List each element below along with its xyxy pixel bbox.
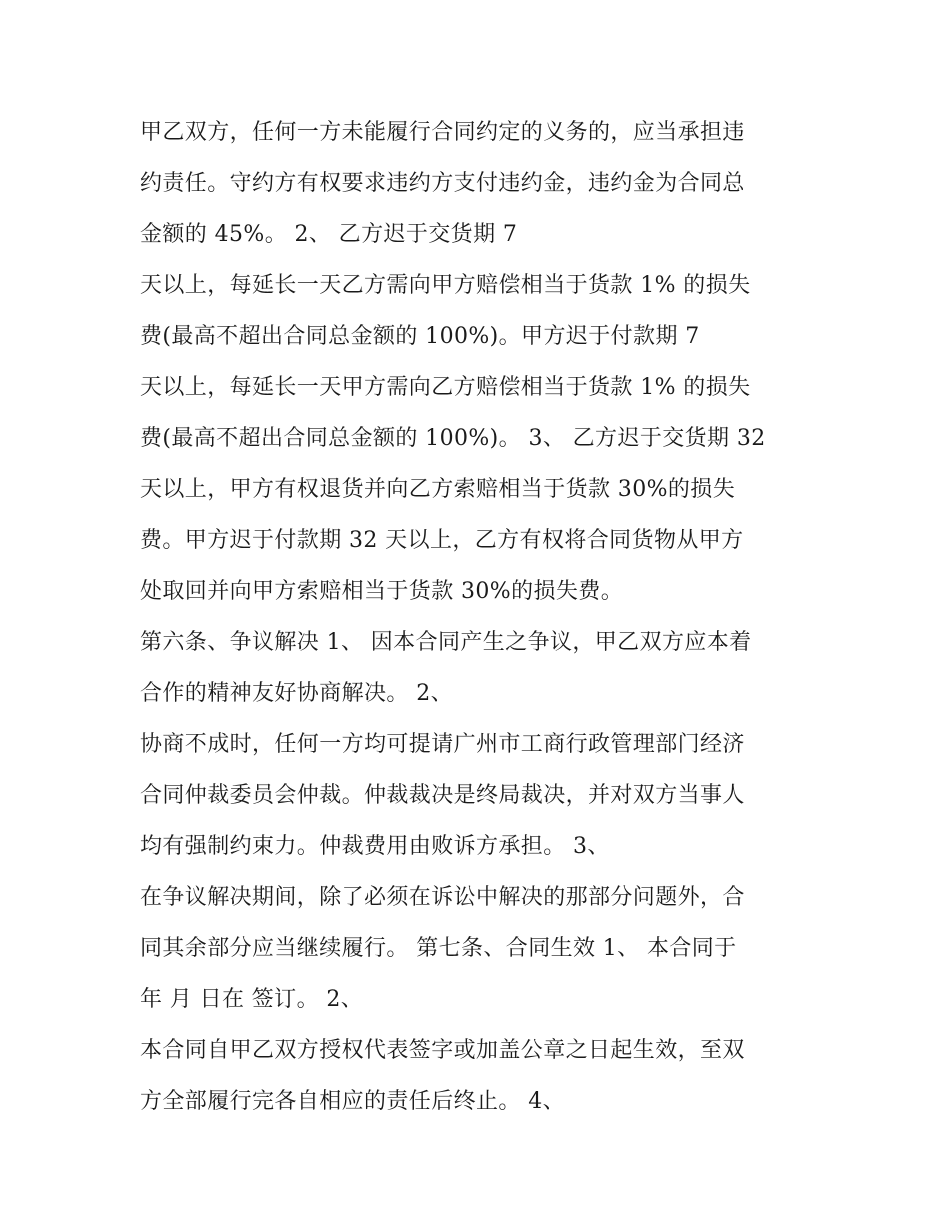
text-line: 甲乙双方，任何一方未能履行合同约定的义务的，应当承担违 xyxy=(140,120,745,145)
text-line: 约责任。守约方有权要求违约方支付违约金，违约金为合同总 xyxy=(140,171,745,196)
text-line: 金额的 45%。 2、 乙方迟于交货期 7 xyxy=(140,222,518,247)
text-line: 费(最高不超出合同总金额的 100%)。甲方迟于付款期 7 xyxy=(140,324,700,349)
text-line: 天以上，甲方有权退货并向乙方索赔相当于货款 30%的损失 xyxy=(140,477,736,502)
text-line: 处取回并向甲方索赔相当于货款 30%的损失费。 xyxy=(140,579,624,604)
text-line: 协商不成时，任何一方均可提请广州市工商行政管理部门经济 xyxy=(140,732,745,757)
contract-text-body xyxy=(140,107,820,1127)
text-line: 方全部履行完各自相应的责任后终止。 4、 xyxy=(140,1089,565,1114)
text-line: 年 月 日在 签订。 2、 xyxy=(140,987,364,1012)
text-line: 均有强制约束力。仲裁费用由败诉方承担。 3、 xyxy=(140,834,610,859)
text-line: 合作的精神友好协商解决。 2、 xyxy=(140,681,453,706)
text-line: 本合同自甲乙双方授权代表签字或加盖公章之日起生效，至双 xyxy=(140,1038,745,1063)
text-line: 天以上，每延长一天乙方需向甲方赔偿相当于货款 1% 的损失 xyxy=(140,273,751,298)
section-heading-line: 第六条、争议解决 1、 因本合同产生之争议，甲乙双方应本着 xyxy=(140,630,752,655)
text-line: 合同仲裁委员会仲裁。仲裁裁决是终局裁决，并对双方当事人 xyxy=(140,783,745,808)
text-line: 在争议解决期间，除了必须在诉讼中解决的那部分问题外，合 xyxy=(140,885,745,910)
text-line: 同其余部分应当继续履行。 第七条、合同生效 1、 本合同于 xyxy=(140,936,737,961)
text-line: 费(最高不超出合同总金额的 100%)。 3、 乙方迟于交货期 32 xyxy=(140,426,766,451)
text-line: 天以上，每延长一天甲方需向乙方赔偿相当于货款 1% 的损失 xyxy=(140,375,751,400)
text-line: 费。甲方迟于付款期 32 天以上，乙方有权将合同货物从甲方 xyxy=(140,528,744,553)
